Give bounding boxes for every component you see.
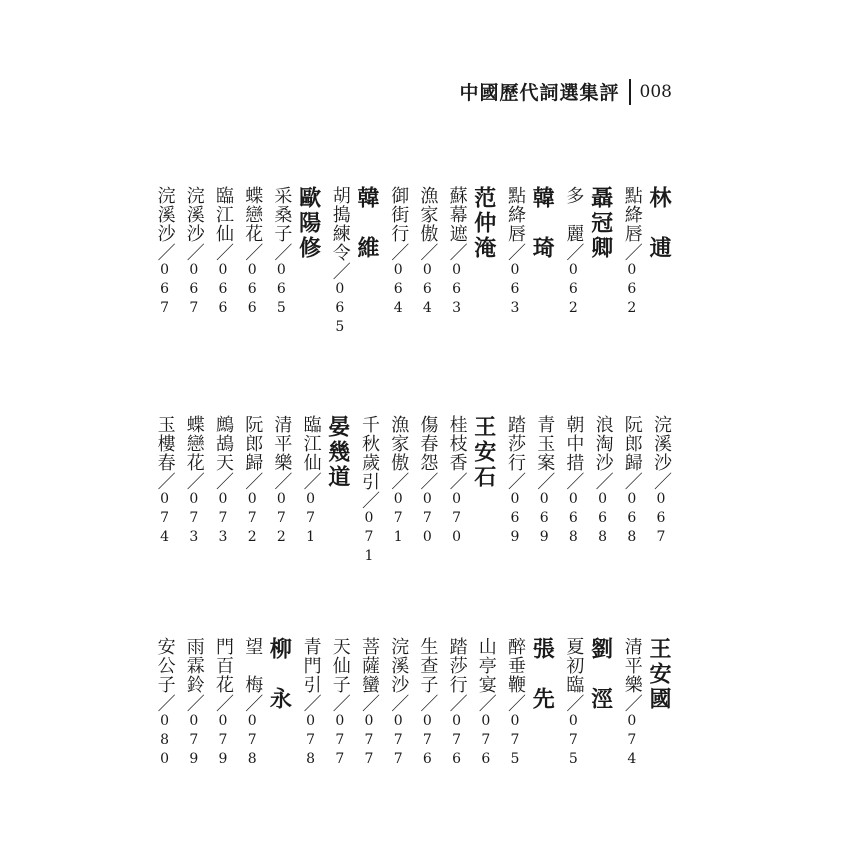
entry-page-number: 076 bbox=[419, 713, 436, 770]
poem-title: 點絳唇 bbox=[621, 186, 643, 243]
slash-separator: ／ bbox=[271, 472, 293, 491]
entry-page-number: 068 bbox=[565, 491, 582, 548]
author-name: 王安石 bbox=[470, 415, 497, 490]
toc-entry bbox=[266, 186, 293, 319]
slash-separator: ／ bbox=[417, 243, 439, 262]
toc-entry bbox=[383, 186, 410, 319]
slash-separator: ／ bbox=[388, 243, 410, 262]
toc-entry bbox=[617, 637, 641, 770]
poem-title: 御街行 bbox=[388, 186, 410, 243]
toc-entry bbox=[500, 186, 524, 319]
entry-page-number: 080 bbox=[156, 713, 173, 770]
entry-page-number: 064 bbox=[419, 262, 436, 319]
toc-entry bbox=[383, 637, 410, 770]
toc-entry bbox=[325, 637, 349, 770]
author-name: 韓 維 bbox=[354, 186, 380, 261]
slash-separator: ／ bbox=[592, 472, 614, 491]
entry-page-number: 068 bbox=[594, 491, 611, 548]
poem-title: 阮郎歸 bbox=[242, 415, 264, 472]
poem-title: 門百花 bbox=[213, 637, 234, 694]
poem-title: 夏初臨 bbox=[563, 637, 585, 694]
poem-title: 阮郎歸 bbox=[621, 415, 643, 472]
toc-entry bbox=[412, 186, 439, 319]
toc-entry bbox=[296, 415, 320, 548]
poem-title: 望 梅 bbox=[242, 637, 264, 694]
slash-separator: ／ bbox=[475, 694, 497, 713]
toc-entry bbox=[325, 186, 349, 338]
toc-entry bbox=[500, 637, 524, 770]
toc-entry bbox=[646, 415, 670, 548]
entry-page-number: 071 bbox=[390, 491, 407, 548]
author-name: 范仲淹 bbox=[470, 186, 497, 261]
toc-entry bbox=[150, 637, 174, 770]
poem-title: 朝中措 bbox=[563, 415, 585, 472]
slash-separator: ／ bbox=[154, 694, 176, 713]
poem-title: 天仙子 bbox=[329, 637, 351, 694]
slash-separator: ／ bbox=[300, 694, 322, 713]
slash-separator: ／ bbox=[417, 472, 439, 491]
toc-entry bbox=[208, 637, 232, 770]
slash-separator: ／ bbox=[213, 472, 234, 491]
poem-title: 安公子 bbox=[154, 637, 176, 694]
slash-separator: ／ bbox=[242, 243, 264, 262]
entry-page-number: 067 bbox=[653, 491, 669, 548]
author-name: 晏幾道 bbox=[324, 415, 351, 490]
slash-separator: ／ bbox=[329, 262, 351, 281]
entry-page-number: 075 bbox=[565, 713, 582, 770]
entry-page-number: 063 bbox=[507, 262, 523, 319]
slash-separator: ／ bbox=[651, 472, 672, 491]
poem-title: 浣溪沙 bbox=[154, 186, 176, 243]
author-name: 聶冠卿 bbox=[587, 186, 614, 261]
slash-separator: ／ bbox=[446, 694, 468, 713]
toc-entry bbox=[208, 186, 232, 319]
toc-entry bbox=[558, 186, 585, 319]
slash-separator: ／ bbox=[242, 694, 264, 713]
entry-page-number: 069 bbox=[507, 491, 523, 548]
toc-entry bbox=[150, 415, 174, 548]
entry-page-number: 066 bbox=[215, 262, 231, 319]
poem-title: 漁家傲 bbox=[417, 186, 439, 243]
entry-page-number: 071 bbox=[361, 510, 377, 567]
slash-separator: ／ bbox=[359, 694, 380, 713]
entry-page-number: 067 bbox=[185, 262, 202, 319]
toc-entry bbox=[558, 415, 585, 548]
toc-entry bbox=[442, 637, 466, 770]
slash-separator: ／ bbox=[388, 694, 410, 713]
poem-title: 點絳唇 bbox=[505, 186, 526, 243]
entry-page-number: 074 bbox=[156, 491, 173, 548]
toc-entry bbox=[237, 637, 264, 770]
slash-separator: ／ bbox=[242, 472, 264, 491]
poem-title: 浣溪沙 bbox=[183, 186, 205, 243]
entry-page-number: 075 bbox=[507, 713, 523, 770]
book-title: 中國歷代詞選集評 bbox=[459, 82, 620, 104]
poem-title: 青玉案 bbox=[534, 415, 556, 472]
toc-entry bbox=[354, 415, 378, 567]
running-header bbox=[460, 78, 672, 105]
toc-entry bbox=[296, 637, 320, 770]
poem-title: 浣溪沙 bbox=[651, 415, 672, 472]
entry-page-number: 072 bbox=[244, 491, 261, 548]
entry-page-number: 077 bbox=[390, 713, 407, 770]
toc-entry bbox=[500, 415, 524, 548]
toc-entry bbox=[442, 415, 466, 548]
entry-page-number: 070 bbox=[448, 491, 465, 548]
slash-separator: ／ bbox=[621, 472, 643, 491]
slash-separator: ／ bbox=[505, 472, 526, 491]
slash-separator: ／ bbox=[183, 243, 205, 262]
entry-page-number: 078 bbox=[244, 713, 261, 770]
poem-title: 山亭宴 bbox=[475, 637, 497, 694]
poem-title: 采桑子 bbox=[271, 186, 293, 243]
author-name: 歐陽修 bbox=[295, 186, 322, 261]
author-name: 柳 永 bbox=[266, 637, 293, 712]
slash-separator: ／ bbox=[183, 472, 205, 491]
poem-title: 踏莎行 bbox=[446, 637, 468, 694]
author-name: 王安國 bbox=[646, 637, 672, 712]
author-name: 劉 涇 bbox=[587, 637, 614, 712]
author-name: 林 逋 bbox=[646, 186, 672, 261]
slash-separator: ／ bbox=[300, 472, 322, 491]
entry-page-number: 065 bbox=[331, 281, 348, 338]
slash-separator: ／ bbox=[154, 472, 176, 491]
toc-entry bbox=[617, 186, 641, 319]
slash-separator: ／ bbox=[388, 472, 410, 491]
poem-title: 蝶戀花 bbox=[183, 415, 205, 472]
toc-entry bbox=[383, 415, 410, 548]
poem-title: 臨江仙 bbox=[300, 415, 322, 472]
entry-page-number: 071 bbox=[302, 491, 319, 548]
toc-entry bbox=[588, 415, 612, 548]
header-divider bbox=[629, 79, 631, 105]
slash-separator: ／ bbox=[329, 694, 351, 713]
entry-page-number: 068 bbox=[623, 491, 640, 548]
toc-entry bbox=[617, 415, 641, 548]
toc-entry bbox=[237, 186, 264, 319]
slash-separator: ／ bbox=[534, 472, 556, 491]
poem-title: 浣溪沙 bbox=[388, 637, 410, 694]
slash-separator: ／ bbox=[621, 243, 643, 262]
entry-page-number: 073 bbox=[185, 491, 202, 548]
entry-page-number: 067 bbox=[156, 262, 173, 319]
poem-title: 雨霖鈴 bbox=[183, 637, 205, 694]
toc-entry bbox=[529, 415, 556, 548]
entry-page-number: 076 bbox=[448, 713, 465, 770]
toc-entry bbox=[354, 637, 378, 770]
slash-separator: ／ bbox=[446, 472, 468, 491]
toc-entry bbox=[208, 415, 232, 548]
toc-entry bbox=[471, 637, 495, 770]
poem-title: 醉垂鞭 bbox=[505, 637, 526, 694]
entry-page-number: 074 bbox=[623, 713, 640, 770]
poem-title: 菩薩蠻 bbox=[359, 637, 380, 694]
entry-page-number: 077 bbox=[361, 713, 377, 770]
entry-page-number: 079 bbox=[185, 713, 202, 770]
poem-title: 蘇幕遮 bbox=[446, 186, 468, 243]
toc-entry bbox=[237, 415, 264, 548]
toc-entry bbox=[558, 637, 585, 770]
entry-page-number: 062 bbox=[565, 262, 582, 319]
entry-page-number: 069 bbox=[536, 491, 553, 548]
author-name: 張 先 bbox=[529, 637, 556, 712]
author-name: 韓 琦 bbox=[529, 186, 556, 261]
poem-title: 清平樂 bbox=[271, 415, 293, 472]
slash-separator: ／ bbox=[505, 694, 526, 713]
entry-page-number: 079 bbox=[215, 713, 231, 770]
toc-entry bbox=[442, 186, 466, 319]
poem-title: 胡搗練令 bbox=[329, 186, 351, 262]
poem-title: 浪淘沙 bbox=[592, 415, 614, 472]
entry-page-number: 070 bbox=[419, 491, 436, 548]
toc-entry bbox=[150, 186, 174, 319]
entry-page-number: 064 bbox=[390, 262, 407, 319]
slash-separator: ／ bbox=[359, 491, 380, 510]
poem-title: 漁家傲 bbox=[388, 415, 410, 472]
slash-separator: ／ bbox=[563, 243, 585, 262]
slash-separator: ／ bbox=[271, 243, 293, 262]
slash-separator: ／ bbox=[505, 243, 526, 262]
poem-title: 傷春怨 bbox=[417, 415, 439, 472]
poem-title: 臨江仙 bbox=[213, 186, 234, 243]
poem-title: 玉樓春 bbox=[154, 415, 176, 472]
poem-title: 清平樂 bbox=[621, 637, 643, 694]
toc-entry bbox=[412, 637, 439, 770]
slash-separator: ／ bbox=[621, 694, 643, 713]
poem-title: 多 麗 bbox=[563, 186, 585, 243]
entry-page-number: 066 bbox=[244, 262, 261, 319]
entry-page-number: 077 bbox=[331, 713, 348, 770]
slash-separator: ／ bbox=[183, 694, 205, 713]
page-number: 008 bbox=[639, 81, 672, 102]
slash-separator: ／ bbox=[213, 694, 234, 713]
entry-page-number: 076 bbox=[477, 713, 494, 770]
entry-page-number: 063 bbox=[448, 262, 465, 319]
slash-separator: ／ bbox=[154, 243, 176, 262]
poem-title: 鷓鴣天 bbox=[213, 415, 234, 472]
poem-title: 桂枝香 bbox=[446, 415, 468, 472]
toc-entry bbox=[179, 415, 203, 548]
toc-entry bbox=[179, 186, 203, 319]
toc-entry bbox=[179, 637, 203, 770]
toc-entry bbox=[266, 415, 293, 548]
poem-title: 千秋歲引 bbox=[359, 415, 380, 491]
slash-separator: ／ bbox=[417, 694, 439, 713]
poem-title: 蝶戀花 bbox=[242, 186, 264, 243]
slash-separator: ／ bbox=[213, 243, 234, 262]
slash-separator: ／ bbox=[563, 472, 585, 491]
toc-entry bbox=[412, 415, 439, 548]
entry-page-number: 062 bbox=[623, 262, 640, 319]
entry-page-number: 078 bbox=[302, 713, 319, 770]
poem-title: 青門引 bbox=[300, 637, 322, 694]
slash-separator: ／ bbox=[446, 243, 468, 262]
entry-page-number: 072 bbox=[273, 491, 290, 548]
entry-page-number: 065 bbox=[273, 262, 290, 319]
entry-page-number: 073 bbox=[215, 491, 231, 548]
poem-title: 踏莎行 bbox=[505, 415, 526, 472]
poem-title: 生查子 bbox=[417, 637, 439, 694]
slash-separator: ／ bbox=[563, 694, 585, 713]
